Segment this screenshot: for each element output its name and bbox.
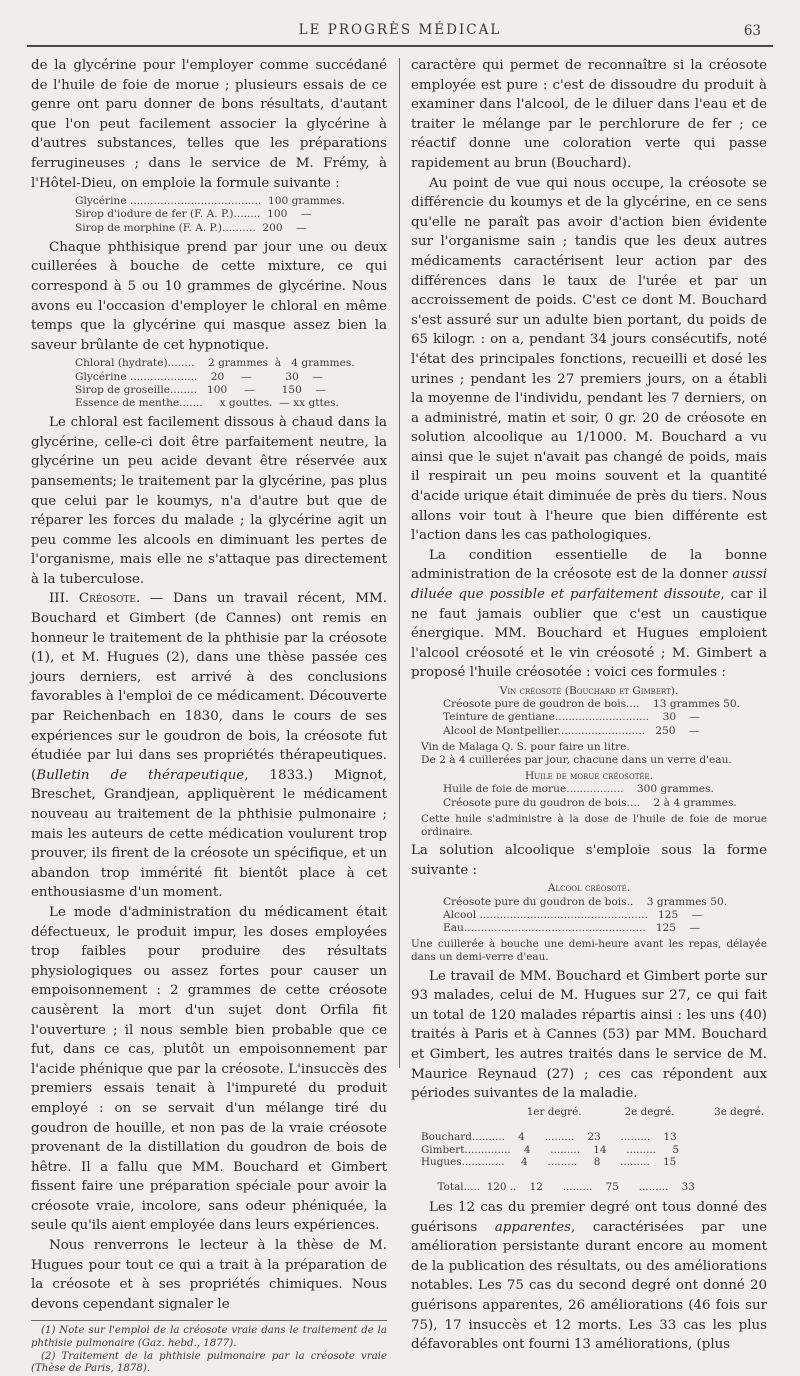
emphasis-italic: apparentes — [494, 1219, 572, 1235]
paragraph: La condition essentielle de la bonne administration de la créosote est de la donner aussi diluée que possible et parfaitement dissoute, car il ne faut jamais oublier que c'est un caustique énergique. MM. Bouchard et Hugues emploient l'alcool créosoté et le vin créosoté ; M. Gimbert a proposé l'huile créosotée : voici ces formules : — [411, 547, 767, 681]
formula-note-huile: Cette huile s'administre à la dose de l'huile de foie de morue ordinaire. — [421, 812, 767, 839]
header-rule — [27, 45, 773, 47]
right-column — [411, 56, 767, 1355]
paragraph: Le travail de MM. Bouchard et Gimbert porte sur 93 malades, celui de M. Hugues sur 27, ce qui fait un total de 120 malades répartis ainsi : les uns (40) traités à Paris et à Cannes (53) par MM. Bouchard et Gimbert, les autres traités dans le service de M. Maurice Reynaud (27) ; ces cas répondent aux périodes suivantes de la maladie. — [411, 968, 767, 1102]
citation-italic: Bulletin de thérapeutique — [36, 767, 245, 783]
emphasis-italic: aussi diluée que possible et parfaitement dissoute — [411, 567, 767, 603]
paragraph: Nous renverrons le lecteur à la thèse de M. Hugues pour tout ce qui a trait à la préparation de la créosote et à ses propriétés chimiques. Nous devons cependant signaler le — [31, 1238, 387, 1312]
footnote-2: (2) Traitement de la phthisie pulmonaire par la créosote vraie (Thèse de Paris, 1878). — [31, 1350, 387, 1375]
formula-huile: Huile de foie de morue................. 300 grammes. Créosote pure du goudron de bois.... 2 à 4 grammes. — [443, 783, 737, 809]
footnote-1: (1) Note sur l'emploi de la créosote vraie dans le traitement de la phthisie pulmonaire (Gaz. hebd., 1877). — [31, 1325, 387, 1350]
footnotes — [31, 1320, 387, 1375]
statistics-table: 1er degré. 2e degré. 3e degré. Bouchard.......... 4 ......... 23 ......... 13 Gimbert.............. 4 ......... 14 ......... 5 Hugues............. 4 ......... 8 ......... 15 Total..... 120 .. 12 ......... 75 ......... 33 — [421, 1105, 765, 1194]
paragraph-creosote: III. Créosote. — Dans un travail récent, MM. Bouchard et Gimbert (de Cannes) ont remis en honneur le traitement de la phthisie par la créosote (1), et M. Hugues (2), dans une thèse passée ces jours derniers, est arrivé à des conclusions favorables à l'emploi de ce médicament. Découverte par Reichenbach en 1830, dans le cours de ses expériences sur le goudron de bois, la créosote fut étudiée par lui dans ses propriétés thérapeutiques. (Bulletin de thérapeutique, 1833.) Mignot, Breschet, Grandjean, appliquèrent le médicament nouveau au traitement de la phthisie pulmonaire ; mais les auteurs de cette médication voulurent trop prouver, ils firent de la créosote un spécifique, et un abandon trop immérité fit bientôt place à cet enthousiasme d'un moment. — [31, 591, 387, 901]
section-heading: III. Créosote. — [49, 591, 141, 607]
formula-glycerine: Glycérine ....................................... 100 grammes. Sirop d'iodure de fer (F. A. P.)........ 100 — Sirop de morphine (F. A. P.).......... 200 — — [75, 195, 345, 234]
paragraph: La solution alcoolique s'emploie sous la forme suivante : — [411, 843, 767, 878]
footnote-rule — [31, 1320, 387, 1321]
formula-title-vin: Vin créosoté (Bouchard et Gimbert). — [499, 685, 679, 697]
page-header — [27, 22, 773, 44]
paragraph: Le chloral est facilement dissous à chaud dans la glycérine, celle-ci doit être parfaitement neutre, la glycérine un peu acide devant être réservée aux pansements; le traitement par la glycérine, pas plus que celui par le koumys, n'a d'autre but que de réparer les forces du malade ; la glycérine agit un peu comme les alcools en diminuant les pertes de l'organisme, mais elle ne s'attaque pas directement à la tuberculose. — [31, 415, 387, 587]
column-divider — [399, 58, 400, 1068]
paragraph: caractère qui permet de reconnaître si la créosote employée est pure : c'est de dissoudre du produit à examiner dans l'alcool, de le diluer dans l'eau et de traiter le mélange par le perchlorure de fer ; ce réactif donne une coloration verte qui passe rapidement au brun (Bouchard). — [411, 58, 767, 171]
formula-vin: Créosote pure de goudron de bois.... 13 grammes 50. Teinture de gentiane............................ 30 — Alcool de Montpellier.......................... 250 — — [443, 698, 741, 737]
formula-title-huile: Huile de morue créosotée. — [525, 770, 653, 783]
paragraph: Le mode d'administration du médicament était défectueux, le produit impur, les doses employées trop faibles pour produire des résultats physiologiques ou assez fortes pour causer un empoisonnement : 2 grammes de cette créosote causèrent la mort d'un sujet dont Orfila fit l'ouverture ; il nous semble bien probable que ce fut, dans ce cas, plutôt un empoisonnement par l'acide phénique que par la créosote. L'insuccès des premiers essais tenait à l'impureté du produit employé : on se servait d'un mélange tiré du goudron de houille, et non pas de la vraie créosote provenant de la distillation du goudron de bois de hêtre. Il a fallu que MM. Bouchard et Gimbert fissent faire une préparation spéciale pour avoir la créosote vraie, incolore, sans odeur phéniquée, la seule qu'ils aient employée dans leurs expériences. — [31, 904, 387, 1234]
paragraph: Chaque phthisique prend par jour une ou deux cuillerées à bouche de cette mixture, ce qui correspond à 5 ou 10 grammes de glycérine. Nous avons eu l'occasion d'employer le chloral en même temps que la glycérine qui masque assez bien la saveur brûlante de cet hypnotique. — [31, 239, 387, 353]
paragraph: Les 12 cas du premier degré ont tous donné des guérisons apparentes, caractérisées par une amélioration persistante durant encore au moment de la publication des résultats, ou des améliorations notables. Les 75 cas du second degré ont donné 20 guérisons apparentes, 26 améliorations (46 fois sur 75), 17 insuccès et 12 morts. Les 33 cas les plus défavorables ont fourni 13 améliorations, (plus — [411, 1199, 767, 1353]
paragraph: Au point de vue qui nous occupe, la créosote se différencie du koumys et de la glycérine, en ce sens qu'elle ne paraît pas avoir d'action bien évidente sur l'organisme sain ; tandis que les deux autres médicaments caractérisent leur action par des différences dans le taux de l'urée et par un accroissement de poids. C'est ce dont M. Bouchard s'est assuré sur un adulte bien portant, du poids de 65 kilogr. : on a, pendant 34 jours consécutifs, noté l'état des principales fonctions, recueilli et dosé les urines ; pendant les 27 premiers jours, on a établi la moyenne de l'individu, pendant les 7 derniers, on a administré, matin et soir, 0 gr. 20 de créosote en solution alcoolique au 1/1000. M. Bouchard a vu ainsi que le sujet n'avait pas changé de poids, mais il respirait un peu moins souvent et la quantité d'acide urique était diminuée de près du tiers. Nous allons voir tout à l'heure que bien différente est l'action dans les cas pathologiques. — [411, 175, 767, 544]
formula-note-alcool: Une cuillerée à bouche une demi-heure avant les repas, délayée dans un demi-verre d'eau. — [411, 938, 767, 964]
running-title: LE PROGRÈS MÉDICAL — [298, 22, 502, 38]
left-column — [31, 56, 387, 1376]
page-number: 63 — [743, 23, 761, 39]
formula-alcool: Créosote pure du goudron de bois.. 3 grammes 50. Alcool .................................................. 125 — Eau...................................................... 125 — — [443, 895, 728, 935]
formula-chloral: Chloral (hydrate)........ 2 grammes à 4 grammes. Glycérine .................... 20 — 30 — Sirop de groseille........ 100 — 150 — Essence de menthe....... x gouttes. — xx gttes. — [75, 357, 355, 409]
formula-title-alcool: Alcool créosoté. — [547, 882, 631, 895]
paragraph: de la glycérine pour l'employer comme succédané de l'huile de foie de morue ; plusieurs essais de ce genre ont paru donner de bons résultats, d'autant que l'on peut facilement associer la glycérine à d'autres substances, telles que les préparations ferrugineuses ; dans le service de M. Frémy, à l'Hôtel-Dieu, on emploie la formule suivante : — [31, 58, 387, 191]
formula-note-vin: Vin de Malaga Q. S. pour faire un litre. De 2 à 4 cuillerées par jour, chacune dans un verre d'eau. — [421, 740, 732, 767]
